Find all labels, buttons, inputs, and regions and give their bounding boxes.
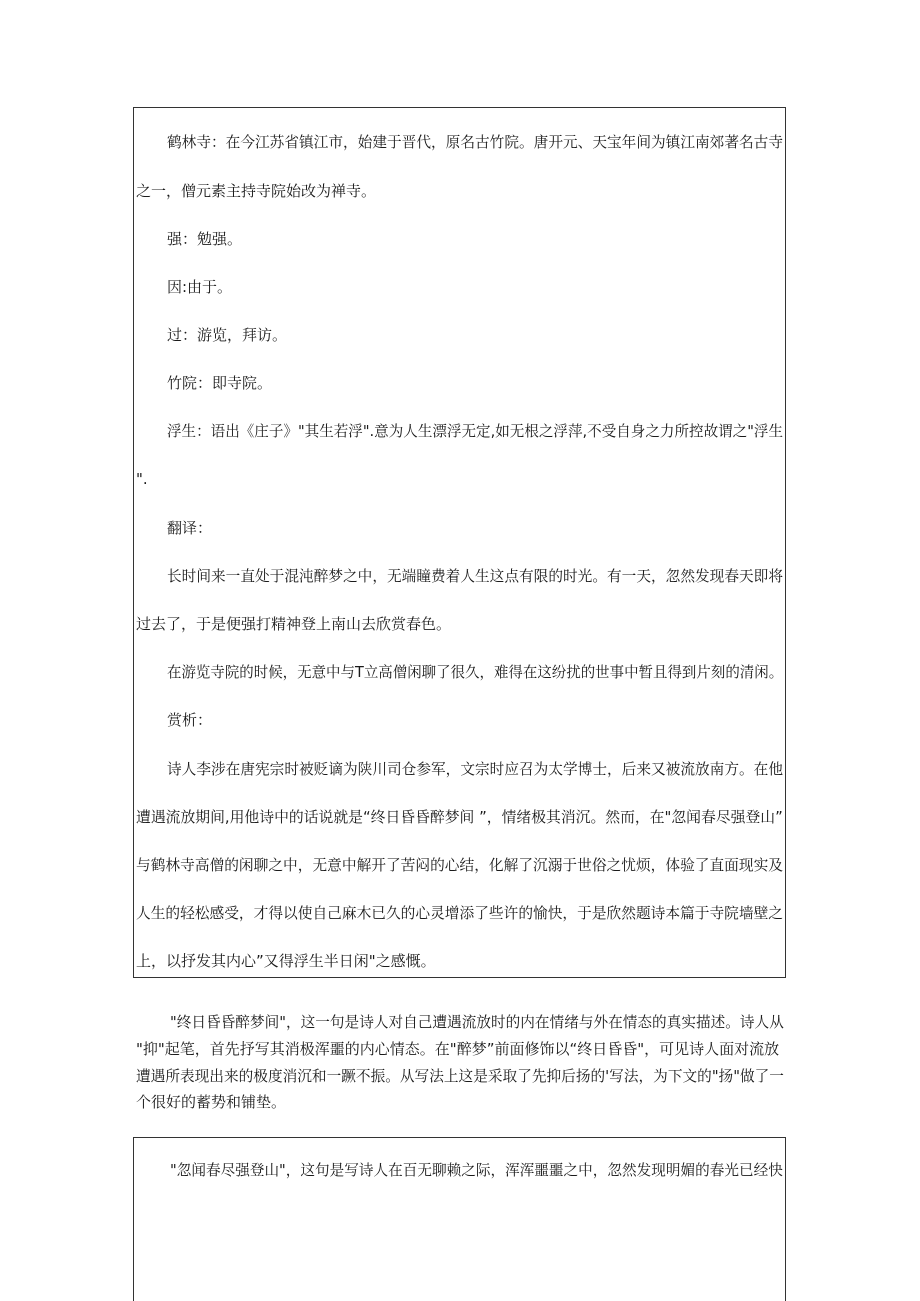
note-yin: 因:由于。 [167,278,233,296]
appreciation-line-5: 上，以抒发其内心”又得浮生半日闲"之感慨。 [136,952,436,970]
appreciation-line-1: 诗人李涉在唐宪宗时被贬谪为陕川司仓参军，文宗时应召为太学博士，后来又被流放南方。在他 [167,760,784,778]
note-guo: 过：游览，拜访。 [167,326,288,344]
analysis-paragraph-line-1: "终日昏昏醉梦间"，这一句是诗人对自己遭遇流放时的内在情绪与外在情态的真实描述。诗人从 [170,1013,784,1031]
appreciation-line-4: 人生的轻松感受，才得以使自己麻木已久的心灵增添了些许的愉快，于是欣然题诗本篇于寺院墙壁之 [136,904,784,922]
translation-heading: 翻译： [167,519,213,537]
analysis-paragraph-line-2: "抑"起笔，首先抒写其消极浑噩的内心情态。在"醉梦”前面修饰以“终日昏昏"，可见诗人面对流放 [136,1040,780,1058]
appreciation-line-2: 遭遇流放期间,用他诗中的话说就是“终日昏昏醉梦间 ”，情绪极其消沉。然而，在"忽闻春尽强登山” [136,808,783,826]
analysis-paragraph-line-4: 个很好的蓄势和铺垫。 [136,1093,287,1111]
note-fusheng: 浮生：语出《庄子》"其生若浮".意为人生漂浮无定,如无根之浮萍,不受自身之力所控故谓之"浮生 [167,422,784,440]
analysis-box-line-1: "忽闻春尽强登山"，这句是写诗人在百无聊赖之际，浑浑噩噩之中，忽然发现明媚的春光已经快 [170,1161,783,1179]
note-helin-temple: 鹤林寺：在今江苏省镇江市，始建于晋代，原名古竹院。唐开元、天宝年间为镇江南郊著名古寺 [167,133,784,151]
appreciation-heading: 赏析： [167,711,213,729]
translation-line-3: 在游览寺院的时候，无意中与T立高僧闲聊了很久，难得在这纷扰的世事中暂且得到片刻的清闲。 [167,663,784,681]
note-qiang: 强：勉强。 [167,230,243,248]
translation-line-2: 过去了，于是便强打精神登上南山去欣赏春色。 [136,615,452,633]
analysis-paragraph-line-3: 遭遇所表现出来的极度消沉和一蹶不振。从写法上这是采取了先抑后扬的'写法，为下文的"扬"做了一 [136,1067,784,1085]
note-zhuyuan: 竹院：即寺院。 [167,374,273,392]
note-helin-temple-cont: 之一，僧元素主持寺院始改为禅寺。 [136,182,377,200]
note-fusheng-cont: ". [136,470,148,488]
appreciation-line-3: 与鹤林寺高僧的闲聊之中，无意中解开了苦闷的心结，化解了沉溺于世俗之忧烦，体验了直面现实及 [136,856,784,874]
translation-line-1: 长时间来一直处于混沌醉梦之中，无端瞳费着人生这点有限的时光。有一天，忽然发现春天即将 [167,567,784,585]
